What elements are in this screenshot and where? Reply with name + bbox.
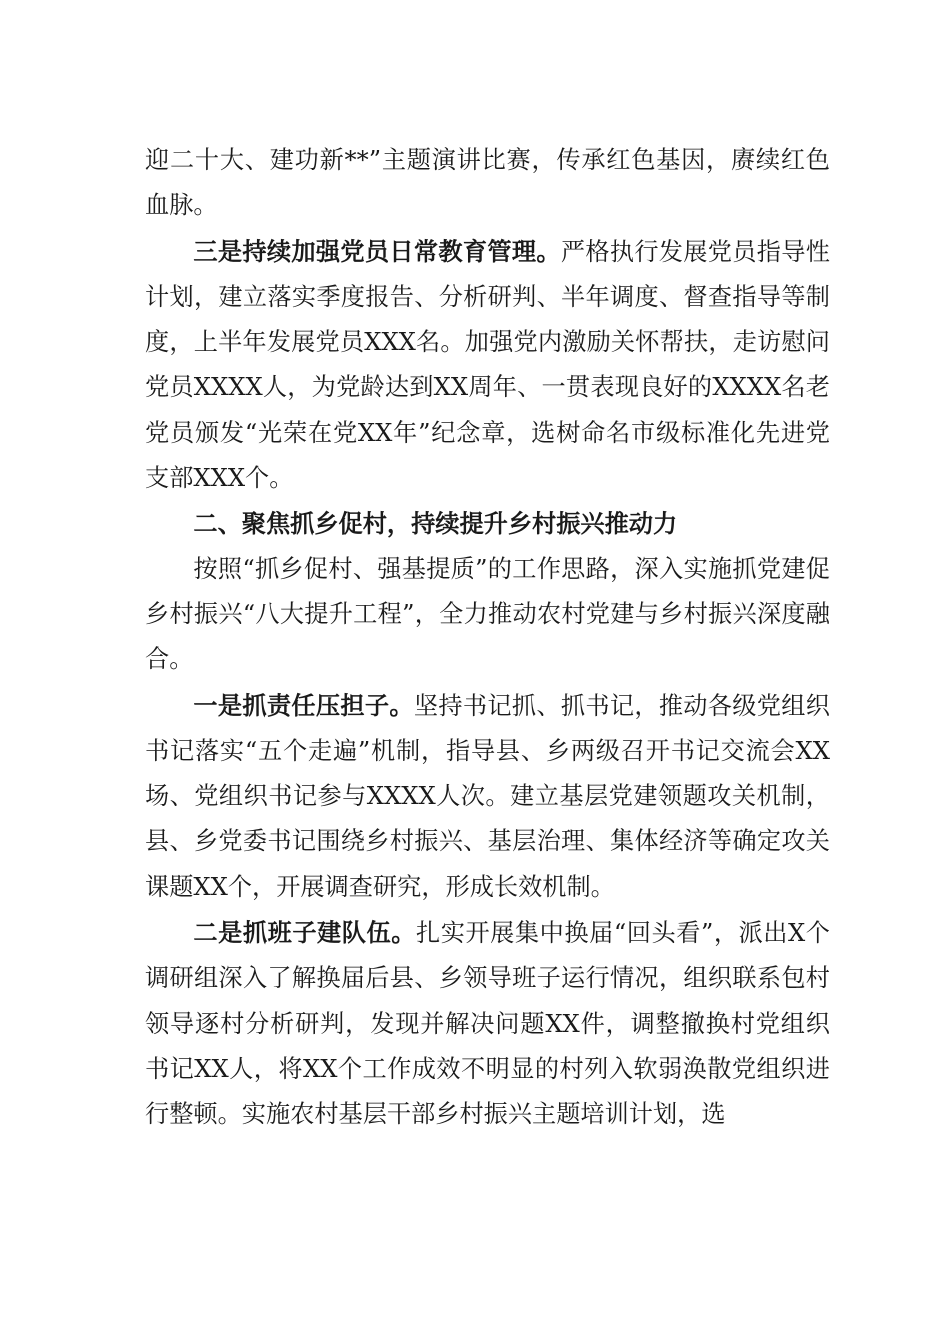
section-heading: 二、聚焦抓乡促村，持续提升乡村振兴推动力 [193, 509, 678, 539]
paragraph-continuation [145, 138, 830, 229]
paragraph-text: 扎实开展集中换届“回头看”，派出X个调研组深入了解换届后县、乡领导班子运行情况，组织联系包村领导逐村分析研判，发现并解决问题XX件，调整撤换村党组织书记XX人，将XX个工作成效不明显的村列入软弱涣散党组织进行整顿。实施农村基层干部乡村振兴主题培训计划，选 [145, 919, 830, 1129]
paragraph-section-intro [145, 547, 830, 683]
paragraph-team-building [145, 910, 830, 1137]
paragraph-party-member-education [145, 229, 830, 502]
paragraph-text: 坚持书记抓、抓书记，推动各级党组织书记落实“五个走遍”机制，指导县、乡两级召开书记交流会XX场、党组织书记参与XXXX人次。建立基层党建领题攻关机制，县、乡党委书记围绕乡村振兴、基层治理、集体经济等确定攻关课题XX个，开展调查研究，形成长效机制。 [145, 691, 830, 901]
paragraph-responsibility [145, 683, 830, 910]
document-body [145, 138, 830, 1138]
paragraph-lead: 二是抓班子建队伍。 [193, 918, 416, 948]
paragraph-lead: 一是抓责任压担子。 [193, 690, 414, 720]
paragraph-text: 迎二十大、建功新**”主题演讲比赛，传承红色基因，赓续红色血脉。 [145, 146, 830, 220]
paragraph-lead: 三是持续加强党员日常教育管理。 [193, 236, 561, 266]
paragraph-text: 严格执行发展党员指导性计划，建立落实季度报告、分析研判、半年调度、督查指导等制度，上半年发展党员XXX名。加强党内激励关怀帮扶，走访慰问党员XXXX人，为党龄达到XX周年、一贯表现良好的XXXX名老党员颁发“光荣在党XX年”纪念章，选树命名市级标准化先进党支部XXX个。 [145, 237, 830, 493]
paragraph-text: 按照“抓乡促村、强基提质”的工作思路，深入实施抓党建促乡村振兴“八大提升工程”，全力推动农村党建与乡村振兴深度融合。 [145, 554, 830, 674]
